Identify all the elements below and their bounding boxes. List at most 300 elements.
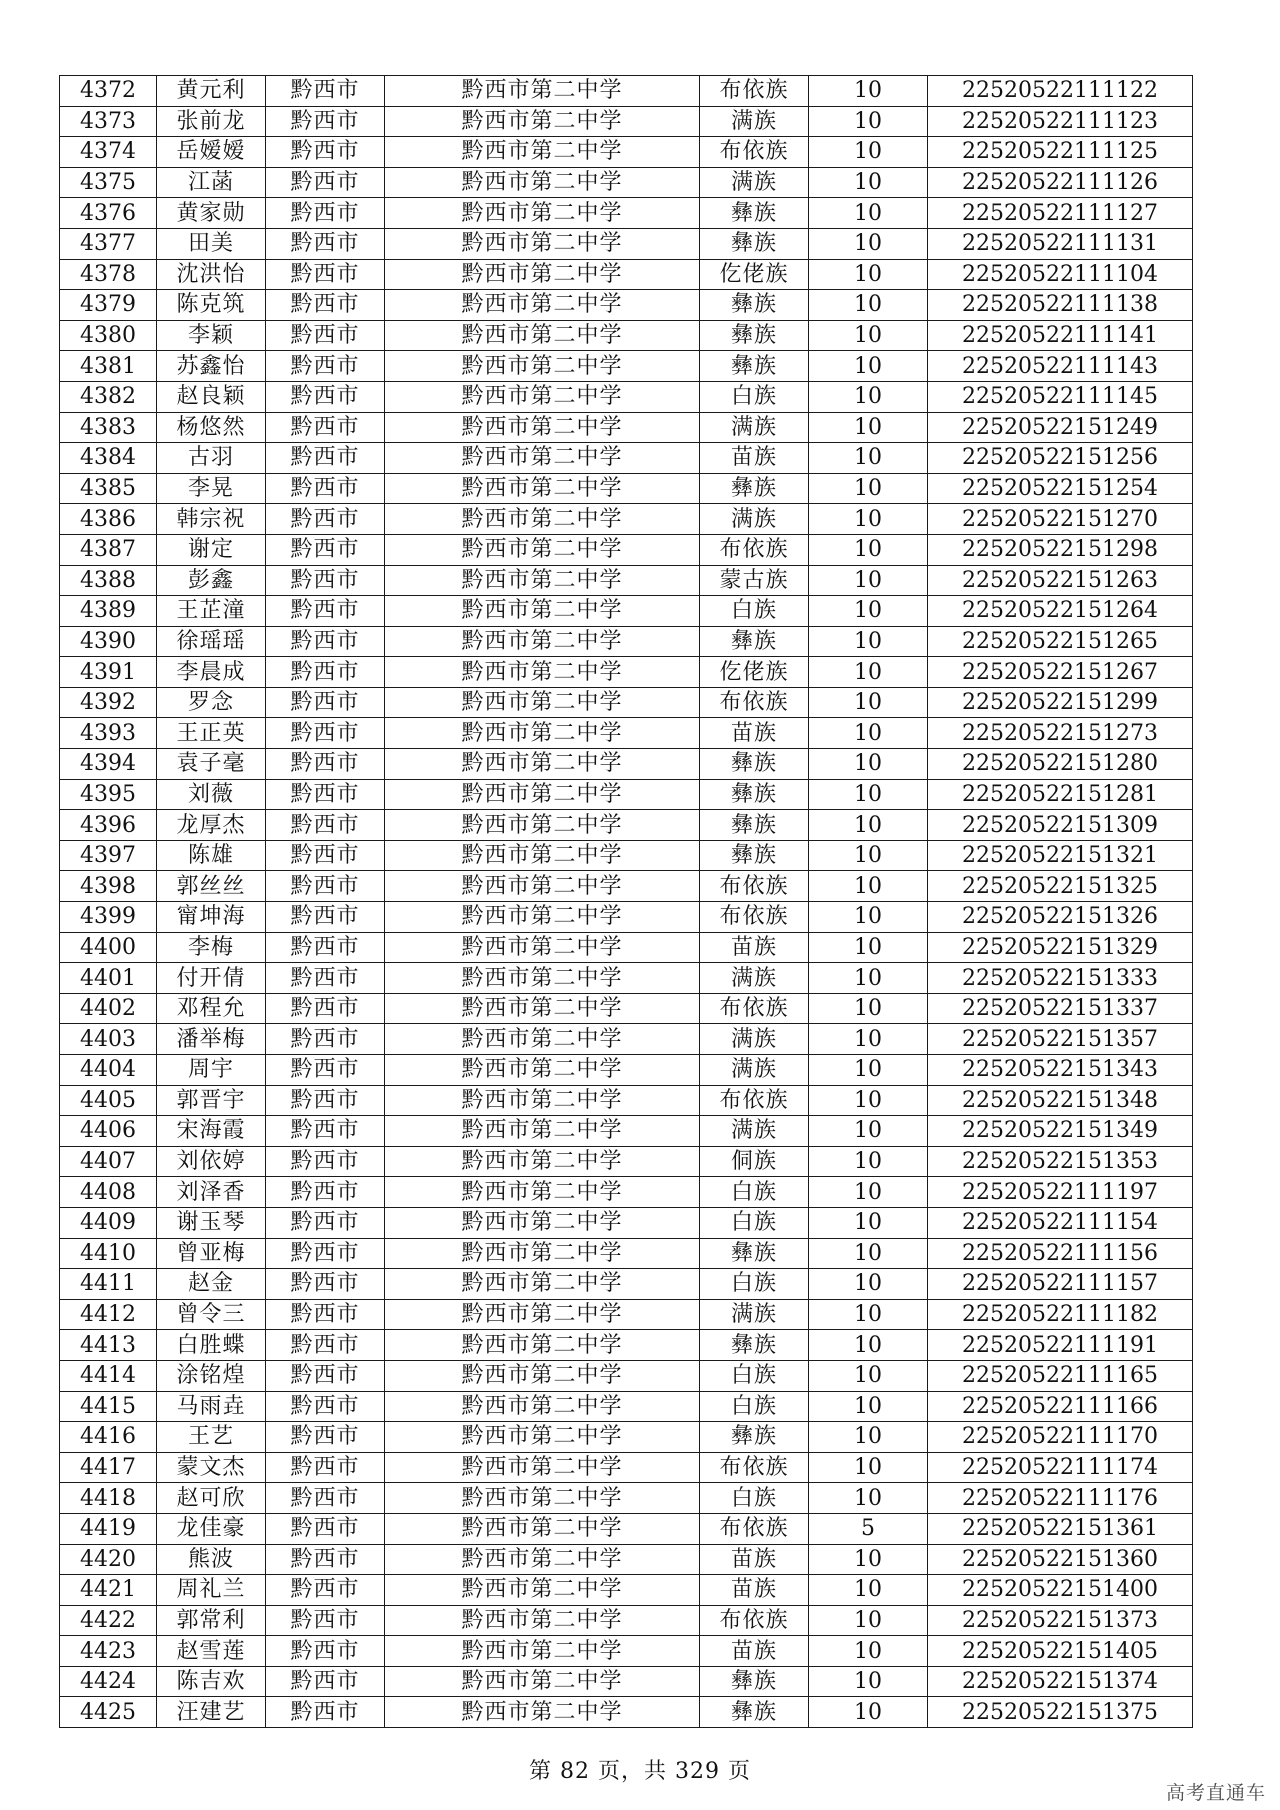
cell-city: 黔西市 [266,779,385,810]
table-row [60,504,1193,535]
cell-ethnicity: 满族 [700,167,809,198]
cell-city: 黔西市 [266,167,385,198]
cell-city: 黔西市 [266,137,385,168]
table-row [60,932,1193,963]
cell-school: 黔西市第二中学 [385,1360,700,1391]
cell-seq: 4380 [60,320,157,351]
cell-school: 黔西市第二中学 [385,1330,700,1361]
cell-ethnicity: 白族 [700,1391,809,1422]
table-row [60,1605,1193,1636]
cell-ethnicity: 彝族 [700,290,809,321]
cell-id: 22520522151375 [928,1697,1193,1728]
cell-id: 22520522111156 [928,1238,1193,1269]
cell-id: 22520522151273 [928,718,1193,749]
cell-school: 黔西市第二中学 [385,1544,700,1575]
cell-city: 黔西市 [266,1238,385,1269]
cell-school: 黔西市第二中学 [385,443,700,474]
cell-name: 周礼兰 [157,1575,266,1606]
cell-name: 谢玉琴 [157,1207,266,1238]
table-row [60,167,1193,198]
cell-ethnicity: 仡佬族 [700,657,809,688]
cell-city: 黔西市 [266,473,385,504]
cell-seq: 4382 [60,381,157,412]
cell-id: 22520522151321 [928,840,1193,871]
cell-ethnicity: 苗族 [700,1575,809,1606]
cell-name: 李颖 [157,320,266,351]
cell-name: 刘依婷 [157,1146,266,1177]
cell-ethnicity: 布依族 [700,1085,809,1116]
cell-city: 黔西市 [266,76,385,107]
cell-name: 陈雄 [157,840,266,871]
cell-school: 黔西市第二中学 [385,779,700,810]
cell-city: 黔西市 [266,1391,385,1422]
roster-table-body [60,76,1193,1728]
cell-city: 黔西市 [266,565,385,596]
cell-name: 郭晋宇 [157,1085,266,1116]
cell-school: 黔西市第二中学 [385,228,700,259]
cell-name: 王艺 [157,1422,266,1453]
cell-id: 22520522111154 [928,1207,1193,1238]
table-row [60,1360,1193,1391]
cell-name: 古羽 [157,443,266,474]
cell-score: 10 [809,1177,928,1208]
cell-seq: 4392 [60,687,157,718]
cell-score: 10 [809,259,928,290]
cell-city: 黔西市 [266,198,385,229]
cell-seq: 4386 [60,504,157,535]
cell-city: 黔西市 [266,1269,385,1300]
table-row [60,473,1193,504]
cell-name: 潘举梅 [157,1024,266,1055]
cell-seq: 4385 [60,473,157,504]
cell-city: 黔西市 [266,1177,385,1208]
cell-seq: 4418 [60,1483,157,1514]
cell-city: 黔西市 [266,412,385,443]
cell-seq: 4391 [60,657,157,688]
cell-ethnicity: 布依族 [700,534,809,565]
cell-seq: 4398 [60,871,157,902]
cell-score: 10 [809,902,928,933]
cell-school: 黔西市第二中学 [385,1299,700,1330]
table-row [60,871,1193,902]
table-row [60,1330,1193,1361]
cell-score: 10 [809,106,928,137]
cell-name: 王正英 [157,718,266,749]
cell-name: 赵良颖 [157,381,266,412]
cell-ethnicity: 彝族 [700,228,809,259]
cell-school: 黔西市第二中学 [385,1391,700,1422]
cell-ethnicity: 白族 [700,1483,809,1514]
cell-city: 黔西市 [266,871,385,902]
cell-school: 黔西市第二中学 [385,1575,700,1606]
table-row [60,1452,1193,1483]
cell-name: 袁子毫 [157,749,266,780]
cell-seq: 4379 [60,290,157,321]
cell-name: 沈洪怡 [157,259,266,290]
table-row [60,1422,1193,1453]
cell-seq: 4390 [60,626,157,657]
cell-name: 郭常利 [157,1605,266,1636]
cell-school: 黔西市第二中学 [385,963,700,994]
cell-city: 黔西市 [266,504,385,535]
cell-seq: 4400 [60,932,157,963]
cell-score: 10 [809,412,928,443]
cell-ethnicity: 布依族 [700,993,809,1024]
cell-city: 黔西市 [266,1330,385,1361]
cell-ethnicity: 彝族 [700,473,809,504]
cell-score: 10 [809,228,928,259]
cell-city: 黔西市 [266,1207,385,1238]
cell-id: 22520522111138 [928,290,1193,321]
cell-id: 22520522111145 [928,381,1193,412]
cell-score: 10 [809,963,928,994]
cell-id: 22520522151361 [928,1513,1193,1544]
cell-ethnicity: 白族 [700,1269,809,1300]
table-row [60,1055,1193,1086]
cell-score: 10 [809,381,928,412]
cell-school: 黔西市第二中学 [385,1452,700,1483]
cell-seq: 4409 [60,1207,157,1238]
table-row [60,902,1193,933]
cell-school: 黔西市第二中学 [385,473,700,504]
table-row [60,963,1193,994]
cell-school: 黔西市第二中学 [385,534,700,565]
cell-score: 10 [809,1666,928,1697]
cell-seq: 4408 [60,1177,157,1208]
cell-ethnicity: 布依族 [700,137,809,168]
cell-seq: 4414 [60,1360,157,1391]
cell-school: 黔西市第二中学 [385,596,700,627]
cell-id: 22520522151353 [928,1146,1193,1177]
cell-id: 22520522111125 [928,137,1193,168]
cell-id: 22520522111143 [928,351,1193,382]
cell-ethnicity: 彝族 [700,749,809,780]
cell-ethnicity: 布依族 [700,902,809,933]
cell-city: 黔西市 [266,1697,385,1728]
cell-ethnicity: 满族 [700,1024,809,1055]
cell-school: 黔西市第二中学 [385,1697,700,1728]
cell-city: 黔西市 [266,1146,385,1177]
cell-id: 22520522111122 [928,76,1193,107]
cell-seq: 4394 [60,749,157,780]
cell-score: 10 [809,1116,928,1147]
cell-name: 韩宗祝 [157,504,266,535]
cell-id: 22520522111141 [928,320,1193,351]
cell-city: 黔西市 [266,228,385,259]
cell-seq: 4396 [60,810,157,841]
table-row [60,1116,1193,1147]
cell-score: 10 [809,1055,928,1086]
cell-ethnicity: 彝族 [700,351,809,382]
cell-school: 黔西市第二中学 [385,902,700,933]
cell-city: 黔西市 [266,1513,385,1544]
table-row [60,290,1193,321]
cell-score: 10 [809,1024,928,1055]
cell-score: 10 [809,1422,928,1453]
cell-city: 黔西市 [266,810,385,841]
cell-id: 22520522111166 [928,1391,1193,1422]
table-row [60,1085,1193,1116]
cell-school: 黔西市第二中学 [385,1513,700,1544]
cell-name: 谢定 [157,534,266,565]
table-row [60,381,1193,412]
cell-score: 10 [809,473,928,504]
cell-school: 黔西市第二中学 [385,320,700,351]
cell-name: 郭丝丝 [157,871,266,902]
cell-seq: 4374 [60,137,157,168]
cell-id: 22520522151373 [928,1605,1193,1636]
cell-school: 黔西市第二中学 [385,993,700,1024]
table-row [60,626,1193,657]
cell-score: 10 [809,932,928,963]
table-row [60,259,1193,290]
table-row [60,565,1193,596]
cell-school: 黔西市第二中学 [385,351,700,382]
cell-ethnicity: 布依族 [700,1452,809,1483]
cell-ethnicity: 满族 [700,1116,809,1147]
cell-seq: 4383 [60,412,157,443]
cell-city: 黔西市 [266,1636,385,1667]
cell-city: 黔西市 [266,320,385,351]
cell-city: 黔西市 [266,902,385,933]
cell-seq: 4388 [60,565,157,596]
cell-ethnicity: 苗族 [700,718,809,749]
table-row [60,657,1193,688]
cell-city: 黔西市 [266,1116,385,1147]
cell-score: 10 [809,167,928,198]
cell-id: 22520522151267 [928,657,1193,688]
cell-school: 黔西市第二中学 [385,1605,700,1636]
cell-ethnicity: 彝族 [700,1330,809,1361]
cell-ethnicity: 苗族 [700,932,809,963]
cell-score: 10 [809,1605,928,1636]
cell-name: 陈克筑 [157,290,266,321]
cell-score: 10 [809,320,928,351]
cell-score: 10 [809,596,928,627]
cell-score: 10 [809,290,928,321]
cell-city: 黔西市 [266,963,385,994]
cell-city: 黔西市 [266,1452,385,1483]
cell-seq: 4376 [60,198,157,229]
cell-ethnicity: 蒙古族 [700,565,809,596]
cell-name: 邓程允 [157,993,266,1024]
cell-id: 22520522151249 [928,412,1193,443]
cell-seq: 4393 [60,718,157,749]
cell-school: 黔西市第二中学 [385,1024,700,1055]
table-row [60,779,1193,810]
cell-name: 付开倩 [157,963,266,994]
cell-ethnicity: 布依族 [700,76,809,107]
cell-id: 22520522111176 [928,1483,1193,1514]
cell-seq: 4402 [60,993,157,1024]
cell-name: 李梅 [157,932,266,963]
cell-score: 10 [809,1269,928,1300]
cell-city: 黔西市 [266,106,385,137]
cell-score: 10 [809,1330,928,1361]
table-row [60,1391,1193,1422]
cell-id: 22520522151264 [928,596,1193,627]
cell-school: 黔西市第二中学 [385,840,700,871]
cell-ethnicity: 彝族 [700,1238,809,1269]
cell-score: 10 [809,1575,928,1606]
table-row [60,1177,1193,1208]
cell-name: 李晃 [157,473,266,504]
cell-ethnicity: 苗族 [700,1636,809,1667]
cell-id: 22520522151349 [928,1116,1193,1147]
cell-id: 22520522151299 [928,687,1193,718]
cell-name: 黄家勋 [157,198,266,229]
cell-seq: 4389 [60,596,157,627]
table-row [60,1269,1193,1300]
cell-id: 22520522151281 [928,779,1193,810]
cell-city: 黔西市 [266,1422,385,1453]
cell-city: 黔西市 [266,1544,385,1575]
cell-id: 22520522151400 [928,1575,1193,1606]
cell-id: 22520522151357 [928,1024,1193,1055]
cell-name: 田美 [157,228,266,259]
cell-school: 黔西市第二中学 [385,137,700,168]
cell-city: 黔西市 [266,596,385,627]
cell-id: 22520522151343 [928,1055,1193,1086]
cell-school: 黔西市第二中学 [385,1483,700,1514]
cell-ethnicity: 彝族 [700,1422,809,1453]
cell-school: 黔西市第二中学 [385,1207,700,1238]
cell-score: 10 [809,1544,928,1575]
cell-seq: 4377 [60,228,157,259]
table-row [60,137,1193,168]
cell-id: 22520522111191 [928,1330,1193,1361]
cell-seq: 4420 [60,1544,157,1575]
cell-name: 赵可欣 [157,1483,266,1514]
cell-seq: 4399 [60,902,157,933]
cell-score: 10 [809,1299,928,1330]
cell-name: 赵雪莲 [157,1636,266,1667]
cell-city: 黔西市 [266,1483,385,1514]
table-row [60,993,1193,1024]
cell-city: 黔西市 [266,993,385,1024]
cell-school: 黔西市第二中学 [385,932,700,963]
cell-school: 黔西市第二中学 [385,167,700,198]
cell-school: 黔西市第二中学 [385,871,700,902]
cell-score: 10 [809,137,928,168]
cell-seq: 4424 [60,1666,157,1697]
cell-school: 黔西市第二中学 [385,565,700,596]
cell-score: 10 [809,1452,928,1483]
cell-score: 10 [809,565,928,596]
cell-id: 22520522151298 [928,534,1193,565]
cell-id: 22520522111126 [928,167,1193,198]
table-row [60,1207,1193,1238]
cell-ethnicity: 仡佬族 [700,259,809,290]
cell-ethnicity: 彝族 [700,1697,809,1728]
cell-city: 黔西市 [266,443,385,474]
cell-seq: 4375 [60,167,157,198]
cell-name: 苏鑫怡 [157,351,266,382]
cell-ethnicity: 彝族 [700,779,809,810]
cell-school: 黔西市第二中学 [385,504,700,535]
cell-city: 黔西市 [266,259,385,290]
cell-ethnicity: 苗族 [700,443,809,474]
cell-id: 22520522111104 [928,259,1193,290]
cell-id: 22520522111157 [928,1269,1193,1300]
cell-score: 10 [809,810,928,841]
cell-name: 赵金 [157,1269,266,1300]
cell-seq: 4419 [60,1513,157,1544]
cell-name: 甯坤海 [157,902,266,933]
cell-school: 黔西市第二中学 [385,718,700,749]
cell-score: 10 [809,1146,928,1177]
cell-score: 10 [809,871,928,902]
cell-name: 汪建艺 [157,1697,266,1728]
cell-name: 周宇 [157,1055,266,1086]
cell-id: 22520522151325 [928,871,1193,902]
cell-score: 10 [809,1391,928,1422]
cell-school: 黔西市第二中学 [385,381,700,412]
cell-ethnicity: 彝族 [700,320,809,351]
cell-seq: 4373 [60,106,157,137]
cell-ethnicity: 满族 [700,1299,809,1330]
table-row [60,1697,1193,1728]
cell-ethnicity: 白族 [700,1360,809,1391]
cell-id: 22520522151265 [928,626,1193,657]
table-row [60,351,1193,382]
cell-city: 黔西市 [266,626,385,657]
table-row [60,1299,1193,1330]
cell-school: 黔西市第二中学 [385,290,700,321]
cell-id: 22520522151337 [928,993,1193,1024]
cell-school: 黔西市第二中学 [385,1177,700,1208]
cell-seq: 4407 [60,1146,157,1177]
cell-score: 10 [809,1085,928,1116]
cell-ethnicity: 彝族 [700,840,809,871]
cell-school: 黔西市第二中学 [385,1636,700,1667]
table-row [60,412,1193,443]
cell-score: 10 [809,76,928,107]
cell-score: 5 [809,1513,928,1544]
cell-ethnicity: 彝族 [700,810,809,841]
cell-school: 黔西市第二中学 [385,810,700,841]
cell-score: 10 [809,1207,928,1238]
cell-id: 22520522111131 [928,228,1193,259]
cell-name: 刘泽香 [157,1177,266,1208]
cell-city: 黔西市 [266,534,385,565]
table-row [60,596,1193,627]
cell-city: 黔西市 [266,932,385,963]
cell-ethnicity: 满族 [700,412,809,443]
table-row [60,1024,1193,1055]
cell-name: 罗念 [157,687,266,718]
site-watermark: 高考直通车 [1165,1782,1266,1804]
table-row [60,1544,1193,1575]
cell-school: 黔西市第二中学 [385,1422,700,1453]
cell-id: 22520522151405 [928,1636,1193,1667]
cell-school: 黔西市第二中学 [385,1116,700,1147]
cell-name: 岳嫒嫒 [157,137,266,168]
cell-name: 徐瑶瑶 [157,626,266,657]
cell-ethnicity: 满族 [700,504,809,535]
cell-seq: 4403 [60,1024,157,1055]
cell-score: 10 [809,749,928,780]
cell-seq: 4413 [60,1330,157,1361]
cell-city: 黔西市 [266,687,385,718]
cell-seq: 4381 [60,351,157,382]
table-row [60,1513,1193,1544]
cell-school: 黔西市第二中学 [385,1055,700,1086]
cell-score: 10 [809,626,928,657]
cell-id: 22520522151254 [928,473,1193,504]
cell-ethnicity: 布依族 [700,1605,809,1636]
cell-seq: 4417 [60,1452,157,1483]
